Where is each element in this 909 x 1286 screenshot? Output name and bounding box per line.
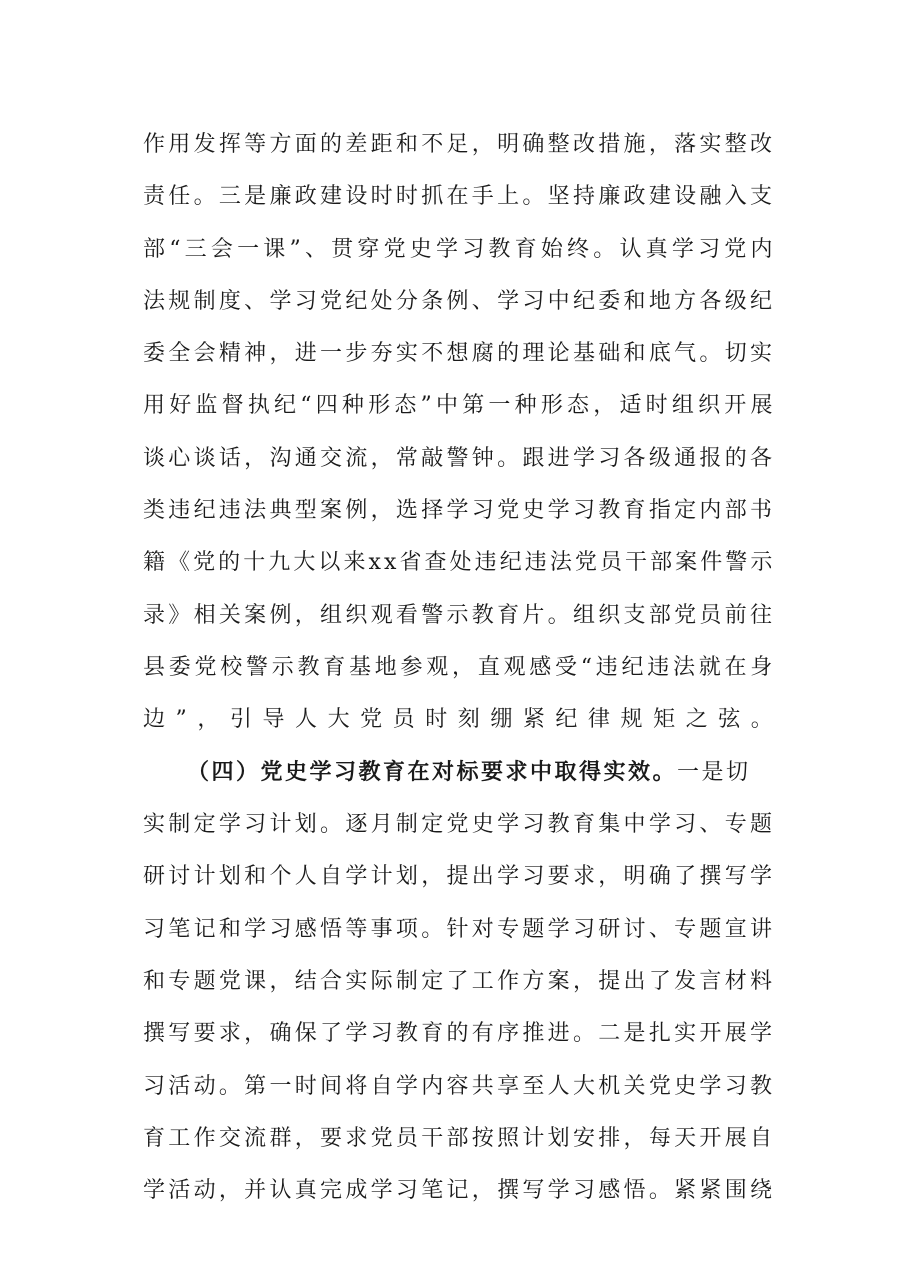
text-line: 部“三会一课”、贯穿党史学习教育始终。认真学习党内 [143, 237, 777, 262]
text-line: 育工作交流群，要求党员干部按照计划安排，每天开展自 [143, 1126, 776, 1151]
text-line: 谈心谈话，沟通交流，常敲警钟。跟进学习各级通报的各 [143, 446, 776, 471]
text-line: 习活动。第一时间将自学内容共享至人大机关党史学习教 [143, 1074, 776, 1099]
text-line: 研讨计划和个人自学计划，提出学习要求，明确了撰写学 [143, 864, 776, 889]
text-line: 委全会精神，进一步夯实不想腐的理论基础和底气。切实 [143, 341, 776, 366]
text-line: 县委党校警示教育基地参观，直观感受“违纪违法就在身 [143, 655, 776, 680]
text-line: 法规制度、学习党纪处分条例、学习中纪委和地方各级纪 [143, 289, 776, 314]
text-line: 学活动，并认真完成学习笔记，撰写学习感悟。紧紧围绕 [143, 1178, 776, 1203]
text-line: 边”，引导人大党员时刻绷紧纪律规矩之弦。 [143, 707, 784, 732]
text-line: 责任。三是廉政建设时时抓在手上。坚持廉政建设融入支 [143, 184, 776, 209]
text-line: 用好监督执纪“四种形态”中第一种形态，适时组织开展 [143, 393, 777, 418]
text-line: 籍《党的十九大以来xx省查处违纪违法党员干部案件警示 [143, 550, 776, 575]
section-heading-line [187, 760, 751, 786]
text-line: 撰写要求，确保了学习教育的有序推进。二是扎实开展学 [143, 1021, 776, 1046]
text-line: 实制定学习计划。逐月制定党史学习教育集中学习、专题 [143, 812, 776, 837]
text-line: 作用发挥等方面的差距和不足，明确整改措施，落实整改 [143, 132, 776, 157]
section-heading: （四）党史学习教育在对标要求中取得实效。 [187, 760, 678, 785]
text-line: 习笔记和学习感悟等事项。针对专题学习研讨、专题宣讲 [143, 917, 776, 942]
section-heading-rest: 一是切 [677, 760, 751, 785]
text-line: 和专题党课，结合实际制定了工作方案，提出了发言材料 [143, 969, 776, 994]
text-line: 录》相关案例，组织观看警示教育片。组织支部党员前往 [143, 603, 776, 628]
text-line: 类违纪违法典型案例，选择学习党史学习教育指定内部书 [143, 498, 776, 523]
